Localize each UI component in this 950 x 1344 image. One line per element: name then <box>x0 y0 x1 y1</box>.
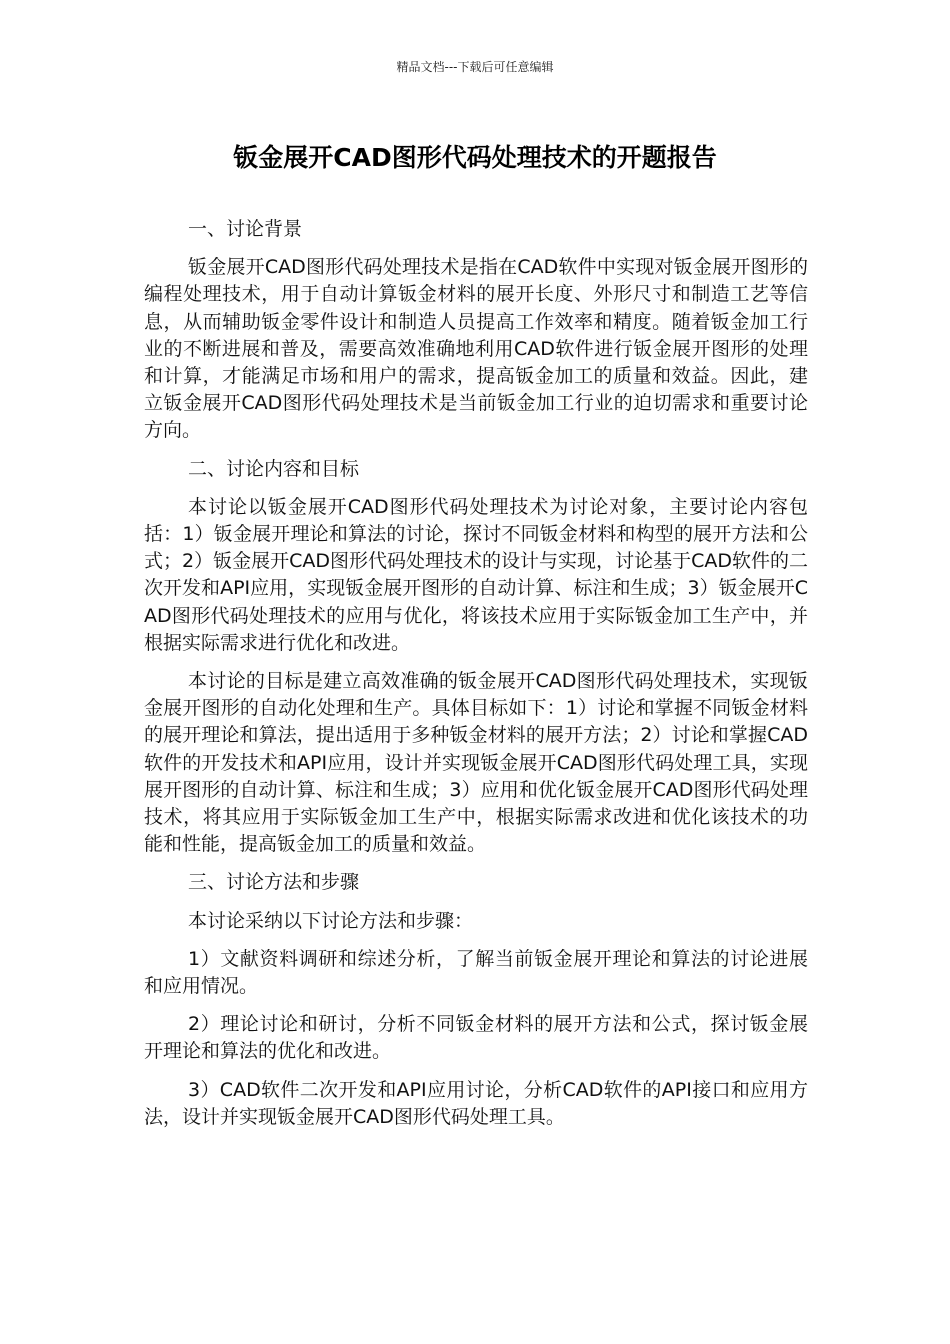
paragraph-step-2: 2）理论讨论和研讨，分析不同钣金材料的展开方法和公式，探讨钣金展开理论和算法的优化和改进。 <box>144 1013 808 1063</box>
paragraph-step-3: 3）CAD软件二次开发和API应用讨论，分析CAD软件的API接口和应用方法，设计并实现钣金展开CAD图形代码处理工具。 <box>144 1078 808 1128</box>
header-note: 精品文档---下载后可任意编辑 <box>396 60 554 74</box>
document-body <box>144 216 808 1142</box>
document-title: 钣金展开CAD图形代码处理技术的开题报告 <box>233 143 717 172</box>
section-heading-content-goals: 二、讨论内容和目标 <box>188 457 360 480</box>
section-heading-background: 一、讨论背景 <box>188 218 303 240</box>
section-heading-methods: 三、讨论方法和步骤 <box>188 871 360 894</box>
paragraph-step-1: 1）文献资料调研和综述分析，了解当前钣金展开理论和算法的讨论进展和应用情况。 <box>144 947 808 998</box>
paragraph-background: 钣金展开CAD图形代码处理技术是指在CAD软件中实现对钣金展开图形的编程处理技术，用于自动计算钣金材料的展开长度、外形尺寸和制造工艺等信息，从而辅助钣金零件设计和制造人员提高工作效率和精度。随着钣金加工行业的不断进展和普及，需要高效准确地利用CAD软件进行钣金展开图形的处理和计算，才能满足市场和用户的需求，提高钣金加工的质量和效益。因此，建立钣金展开CAD图形代码处理技术是当前钣金加工行业的迫切需求和重要讨论方向。 <box>144 256 808 442</box>
paragraph-content: 本讨论以钣金展开CAD图形代码处理技术为讨论对象，主要讨论内容包括：1）钣金展开理论和算法的讨论，探讨不同钣金材料和构型的展开方法和公式；2）钣金展开CAD图形代码处理技术的设计与实现，讨论基于CAD软件的二次开发和API应用，实现钣金展开图形的自动计算、标注和生成；3）钣金展开CAD图形代码处理技术的应用与优化，将该技术应用于实际钣金加工生产中，并根据实际需求进行优化和改进。 <box>144 495 808 654</box>
paragraph-methods-intro: 本讨论采纳以下讨论方法和步骤： <box>188 909 474 932</box>
paragraph-goals: 本讨论的目标是建立高效准确的钣金展开CAD图形代码处理技术，实现钣金展开图形的自动化处理和生产。具体目标如下：1）讨论和掌握不同钣金材料的展开理论和算法，提出适用于多种钣金材料的展开方法；2）讨论和掌握CAD软件的开发技术和API应用，设计并实现钣金展开CAD图形代码处理工具，实现展开图形的自动计算、标注和生成；3）应用和优化钣金展开CAD图形代码处理技术，将其应用于实际钣金加工生产中，根据实际需求改进和优化该技术的功能和性能，提高钣金加工的质量和效益。 <box>144 670 808 856</box>
